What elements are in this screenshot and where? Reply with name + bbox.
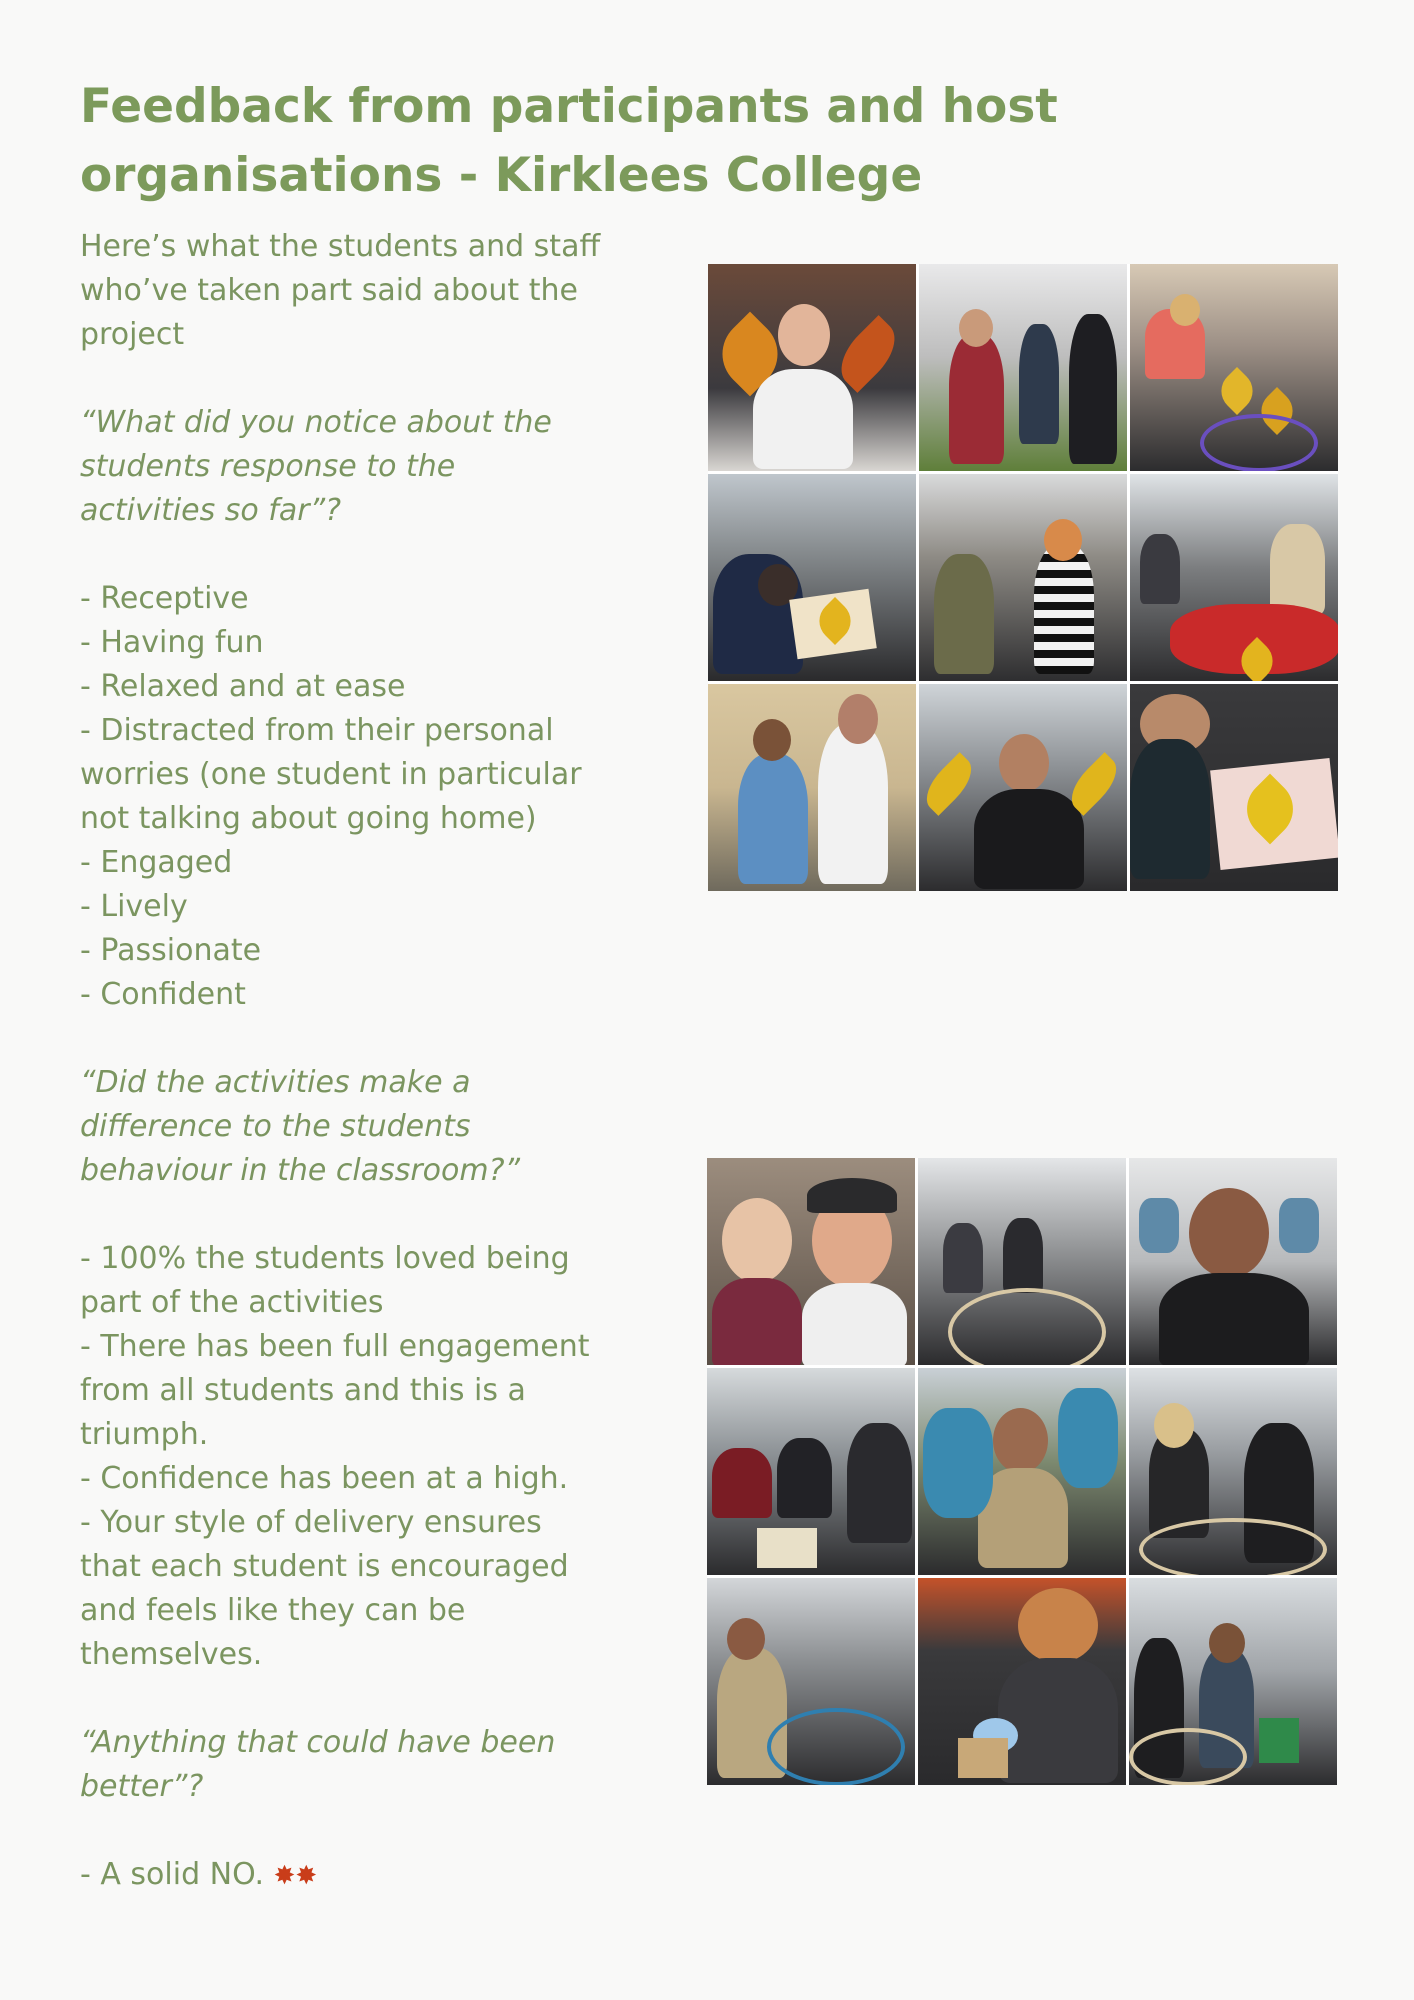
photo-student-drawing <box>708 474 916 681</box>
page-title-line-2: organisations - Kirklees College <box>80 148 923 203</box>
feedback-text <box>80 225 680 1898</box>
question-2: behaviour in the classroom?” <box>80 1153 521 1188</box>
question-1: “What did you notice about the <box>80 405 552 440</box>
answer-1-line: - Receptive <box>80 581 249 616</box>
photo-students-at-table <box>707 1368 915 1575</box>
photo-classroom-table-leaves <box>1130 264 1338 471</box>
answer-2-line: - Confidence has been at a high. <box>80 1461 569 1496</box>
photo-student-leaf-painting <box>1130 684 1338 891</box>
question-1: students response to the <box>80 449 456 484</box>
photo-collage-bottom <box>707 1158 1337 1785</box>
answer-3 <box>80 1853 680 1898</box>
photo-student-smiling-leaf <box>919 684 1127 891</box>
answer-2-line: from all students and this is a <box>80 1373 526 1408</box>
photo-group-outdoors <box>919 264 1127 471</box>
photo-collage-top <box>708 264 1338 891</box>
answer-3-text: - A solid NO. <box>80 1857 265 1892</box>
photo-student-gloved-crafting <box>918 1578 1126 1785</box>
answer-2-line: and feels like they can be <box>80 1593 466 1628</box>
intro-line: project <box>80 317 185 352</box>
photo-selfie-facilitators <box>707 1158 915 1365</box>
photo-student-holding-leaves <box>708 264 916 471</box>
answer-1-line: - Passionate <box>80 933 262 968</box>
answer-1-line: - Engaged <box>80 845 233 880</box>
photo-student-painted-hands <box>918 1368 1126 1575</box>
answer-1-line: - Distracted from their personal <box>80 713 554 748</box>
photo-hoops-activity <box>918 1158 1126 1365</box>
photo-student-painting-hoop <box>707 1578 915 1785</box>
answer-2-line: part of the activities <box>80 1285 384 1320</box>
photo-classroom-red-fabric <box>1130 474 1338 681</box>
intro-line: Here’s what the students and staff <box>80 229 601 264</box>
answer-2-line: - There has been full engagement <box>80 1329 590 1364</box>
answer-1-line: - Lively <box>80 889 188 924</box>
photo-student-blue-hands <box>1129 1158 1337 1365</box>
question-2: difference to the students <box>80 1109 471 1144</box>
question-2: “Did the activities make a <box>80 1065 471 1100</box>
answer-2-line: - 100% the students loved being <box>80 1241 570 1276</box>
explosion-emoji-icon: ✸ <box>295 1860 318 1891</box>
explosion-emoji-icon: ✸ <box>273 1860 296 1891</box>
answer-2-line: - Your style of delivery ensures <box>80 1505 542 1540</box>
question-3: better”? <box>80 1769 204 1804</box>
photo-staff-and-student-crafting <box>1129 1368 1337 1575</box>
answer-1-line: worries (one student in particular <box>80 757 582 792</box>
page-title-line-1: Feedback from participants and host <box>80 79 1058 134</box>
answer-1-line: - Having fun <box>80 625 264 660</box>
question-3: “Anything that could have been <box>80 1725 556 1760</box>
answer-1-line: - Confident <box>80 977 246 1012</box>
answer-2-line: themselves. <box>80 1637 263 1672</box>
page-title <box>80 72 1180 210</box>
answer-1-line: - Relaxed and at ease <box>80 669 406 704</box>
photo-group-crafting-hoops <box>1129 1578 1337 1785</box>
answer-2-line: triumph. <box>80 1417 209 1452</box>
answer-2-line: that each student is encouraged <box>80 1549 569 1584</box>
question-1: activities so far”? <box>80 493 342 528</box>
photo-classroom-group-table <box>919 474 1127 681</box>
intro-line: who’ve taken part said about the <box>80 273 578 308</box>
photo-students-outdoors-brick <box>708 684 916 891</box>
answer-1-line: not talking about going home) <box>80 801 537 836</box>
